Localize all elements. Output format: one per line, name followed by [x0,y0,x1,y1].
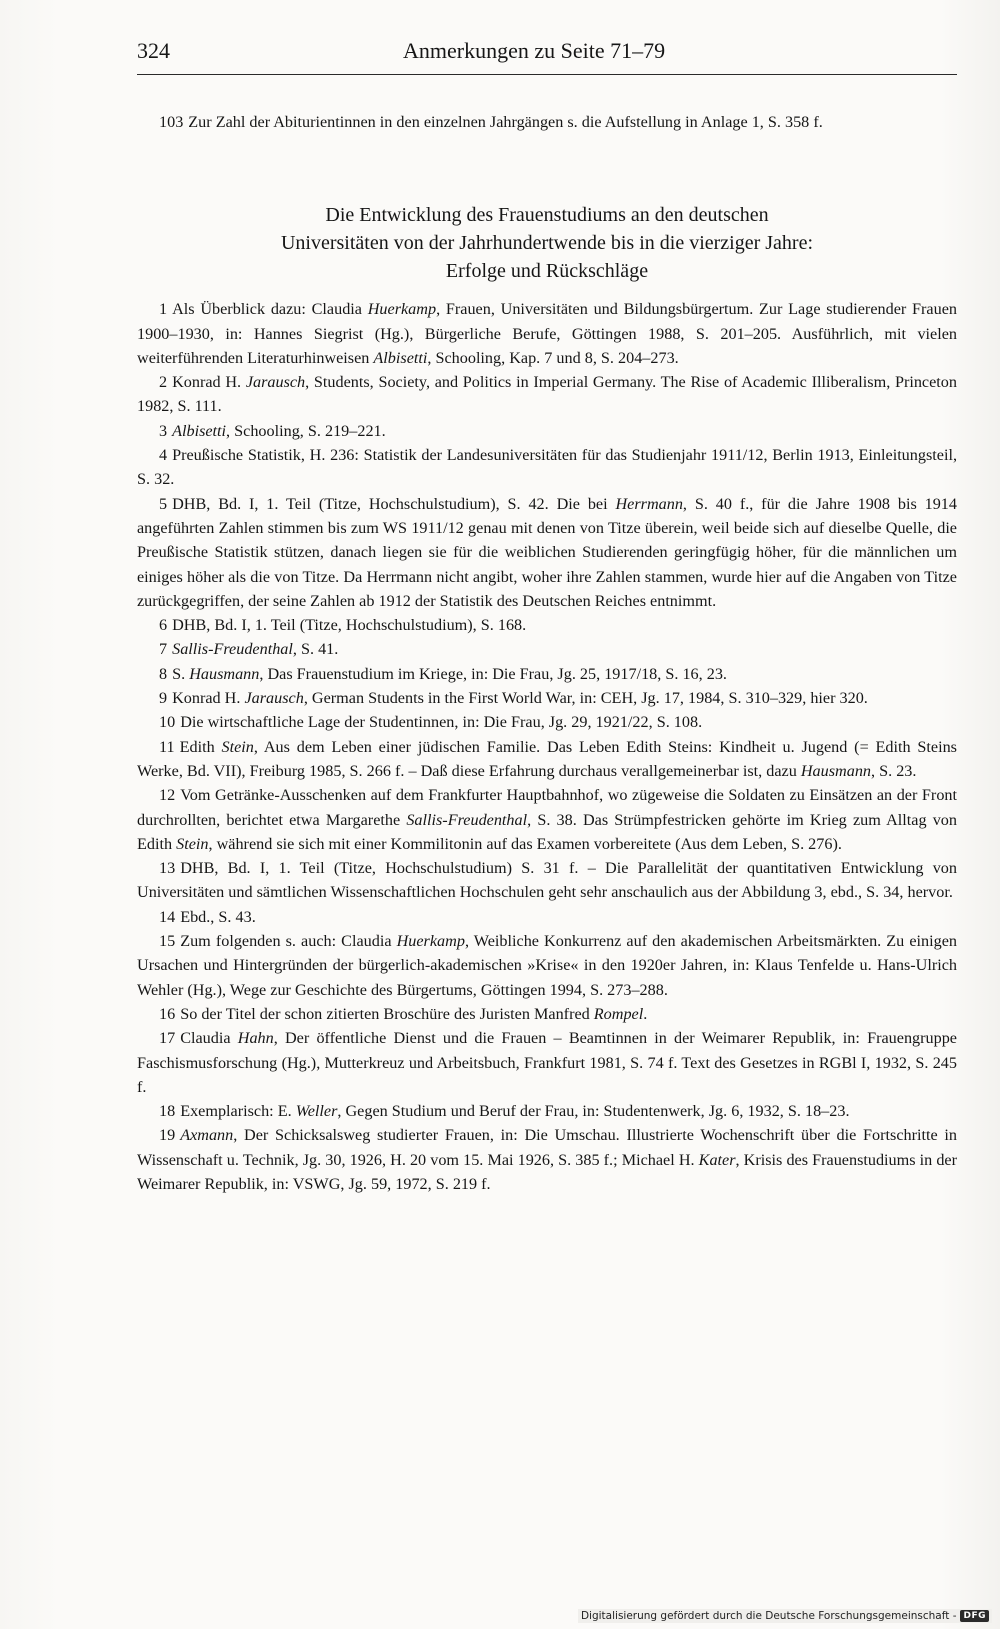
footnote-number: 11 [159,737,175,756]
footnote-103 [137,110,957,134]
footnote-author: Sallis-Freudenthal [406,810,528,829]
dfg-logo: DFG [960,1610,989,1622]
footnote-author: Hausmann [800,761,872,780]
footnote-number: 8 [159,664,168,683]
footnote-number: 10 [159,713,176,732]
footnote-text: , Aus dem Leben einer jüdischen Familie. Das Leben Edith Steins: Kindheit u. Jugend (= Edith Steins Werke, Bd. VII), Freiburg 1985, S. 266 f. – Daß diese Erfahrung durchaus verallgemeinerbar ist, dazu [137,737,957,780]
footnote-author: Stein [221,737,254,756]
section-title [137,201,957,285]
footnote-author: Herrmann [615,494,683,513]
footnote-text: , Frauen, Universitäten und Bildungsbürgertum. Zur Lage studierender Frauen 1900–1930, in: Hannes Siegrist (Hg.), Bürgerliche Berufe, Göttingen 1988, S. 201–205. Ausführlich, mit vielen weiterführenden Literaturhinweisen [137,300,957,367]
footnote-text: Die wirtschaftliche Lage der Studentinnen, in: Die Frau, Jg. 29, 1921/22, S. 108. [180,713,703,732]
footnote-number: 14 [159,907,176,926]
footnote-2 [137,370,957,419]
footnote-12 [137,783,957,856]
running-head: Anmerkungen zu Seite 71–79 [403,38,666,63]
footnote-10 [137,710,957,734]
footnote-number: 19 [159,1126,176,1145]
section-title-line-1: Die Entwicklung des Frauenstudiums an den deutschen [325,204,769,227]
footnote-number: 15 [159,932,176,951]
footnote-author: Albisetti [172,421,227,440]
footnote-text: Zum folgenden s. auch: Claudia [180,932,397,951]
footnote-number: 12 [159,786,176,805]
footnote-number: 5 [159,494,168,513]
footnote-text: DHB, Bd. I, 1. Teil (Titze, Hochschulstudium) S. 31 f. – Die Parallelität der quantitativen Entwicklung von Universitäten und sämtlichen Wissenschaftlichen Hochschulen geht sehr anschaulich aus der Abbildung 3, ebd., S. 34, hervor. [137,859,957,902]
footnotes-body [137,110,957,1196]
page-header [137,36,957,75]
footnote-number: 4 [159,446,168,465]
footnote-text: , Gegen Studium und Beruf der Frau, in: Studentenwerk, Jg. 6, 1932, S. 18–23. [337,1102,850,1121]
footnote-15 [137,929,957,1002]
footnote-number: 2 [159,373,168,392]
footnote-text: Claudia [180,1029,238,1048]
credit-text: Digitalisierung gefördert durch die Deutsche Forschungsgemeinschaft - [580,1610,957,1622]
footnote-text: Ebd., S. 43. [180,907,256,926]
footnote-text: , Schooling, Kap. 7 und 8, S. 204–273. [427,348,679,367]
footnote-16 [137,1002,957,1026]
footnote-author: Axmann [180,1126,234,1145]
footnote-text: , Krisis des Frauenstudiums in der Weimarer Republik, in: VSWG, Jg. 59, 1972, S. 219 f. [137,1150,957,1193]
footnote-author: Albisetti [373,348,428,367]
footnote-14 [137,905,957,929]
section-title-line-3: Erfolge und Rückschläge [445,260,649,283]
footnote-text: Exemplarisch: E. [180,1102,296,1121]
footnote-number: 7 [159,640,168,659]
footnote-13 [137,856,957,905]
footnote-9 [137,686,957,710]
footnote-text: , Der Schicksalsweg studierter Frauen, in: Die Umschau. Illustrierte Wochenschrift über die Fortschritte in Wissenschaft u. Technik, Jg. 30, 1926, H. 20 vom 15. Mai 1926, S. 385 f.; Michael H. [137,1126,957,1169]
footnote-text: Vom Getränke-Ausschenken auf dem Frankfurter Hauptbahnhof, wo zügeweise die Soldaten zu Einsätzen an der Front durchrollten, berichtet etwa Margarethe [137,786,957,829]
footnote-5 [137,492,957,613]
footnote-text: , während sie sich mit einer Kommilitonin auf das Examen vorbereitete (Aus dem Leben, S. 276). [208,834,842,853]
footnote-text: So der Titel der schon zitierten Broschüre des Juristen Manfred [180,1004,594,1023]
footnote-number: 6 [159,616,168,635]
digitization-credit [578,1609,992,1623]
footnote-text: Edith [179,737,222,756]
footnote-author: Huerkamp [396,932,465,951]
footnote-text: DHB, Bd. I, 1. Teil (Titze, Hochschulstudium), S. 168. [172,616,527,635]
footnote-text: Preußische Statistik, H. 236: Statistik der Landesuniversitäten für das Studienjahr 1911/12, Berlin 1913, Einleitungsteil, S. 32. [137,446,957,489]
footnote-7 [137,637,957,661]
footnote-number: 3 [159,421,168,440]
section-title-line-2: Universitäten von der Jahrhundertwende bis in die vierziger Jahre: [280,232,814,255]
footnote-18 [137,1099,957,1123]
footnote-19 [137,1123,957,1196]
footnote-number: 16 [159,1004,176,1023]
footnote-number: 9 [159,689,168,708]
footnote-text: Zur Zahl der Abiturientinnen in den einzelnen Jahrgängen s. die Aufstellung in Anlage 1, S. 358 f. [188,113,823,131]
footnote-text: Konrad H. [172,689,245,708]
footnote-author: Hausmann [189,664,260,683]
footnote-author: Weller [295,1102,338,1121]
footnote-text: Als Überblick dazu: Claudia [172,300,368,319]
page-number: 324 [137,38,170,63]
footnote-text: , Das Frauenstudium im Kriege, in: Die Frau, Jg. 25, 1917/18, S. 16, 23. [259,664,727,683]
footnote-text: , S. 23. [871,761,917,780]
footnote-author: Hahn [237,1029,274,1048]
footnote-1 [137,297,957,370]
footnote-text: . [643,1004,648,1023]
footnote-text: , German Students in the First World War, in: CEH, Jg. 17, 1984, S. 310–329, hier 320. [303,689,868,708]
footnote-text: DHB, Bd. I, 1. Teil (Titze, Hochschulstudium), S. 42. Die bei [172,494,616,513]
footnote-text: Konrad H. [172,373,246,392]
footnote-17 [137,1026,957,1099]
footnote-author: Sallis-Freudenthal [172,640,293,659]
footnote-4 [137,443,957,492]
footnote-text: S. [172,664,190,683]
footnote-text: , Students, Society, and Politics in Imperial Germany. The Rise of Academic Illiberalism, Princeton 1982, S. 111. [137,373,957,416]
footnote-text: , Schooling, S. 219–221. [226,421,386,440]
footnote-author: Jarausch [244,689,304,708]
footnote-number: 17 [159,1029,176,1048]
footnote-text: , Der öffentliche Dienst und die Frauen – Beamtinnen in der Weimarer Republik, in: Frauengruppe Faschismusforschung (Hg.), Mutterkreuz und Arbeitsbuch, Frankfurt 1981, S. 74 f. Text des Gesetzes in RGBl I, 1932, S. 245 f. [137,1029,957,1096]
footnote-6 [137,613,957,637]
footnote-author: Stein [176,834,209,853]
footnote-author: Jarausch [245,373,306,392]
footnote-text: , S. 41. [292,640,339,659]
footnotes-list [137,297,957,1196]
footnote-text: , Weibliche Konkurrenz auf den akademischen Arbeitsmärkten. Zu einigen Ursachen und Hintergründen der bürgerlich-akademischen »Krise« in den 1920er Jahren, in: Klaus Tenfelde u. Hans-Ulrich Wehler (Hg.), Wege zur Geschichte des Bürgertums, Göttingen 1994, S. 273–288. [137,932,957,999]
footnote-number: 18 [159,1102,176,1121]
footnote-3 [137,419,957,443]
footnote-author: Rompel [593,1004,644,1023]
footnote-11 [137,735,957,784]
footnote-number: 103 [159,113,184,131]
footnote-author: Huerkamp [367,300,437,319]
footnote-text: , S. 40 f., für die Jahre 1908 bis 1914 angeführten Zahlen stimmen bis zum WS 1911/12 genau mit denen von Titze überein, weil beide sich auf dieselbe Quelle, die Preußische Statistik stützen, danach liegen sie für die weiblichen Studierenden geringfügig höher, für die männlichen um einiges höher als die von Titze. Da Herrmann nicht angibt, woher ihre Zahlen stammen, wurde hier auf die Angaben von Titze zurückgegriffen, der seine Zahlen ab 1912 der Statistik des Deutschen Reiches entnimmt. [137,494,957,610]
footnote-number: 13 [159,859,176,878]
footnote-8 [137,662,957,686]
footnote-number: 1 [159,300,168,319]
footnote-author: Kater [698,1150,736,1169]
footnote-text: , S. 38. Das Strümpfestricken gehörte im Krieg zum Alltag von Edith [137,810,957,853]
